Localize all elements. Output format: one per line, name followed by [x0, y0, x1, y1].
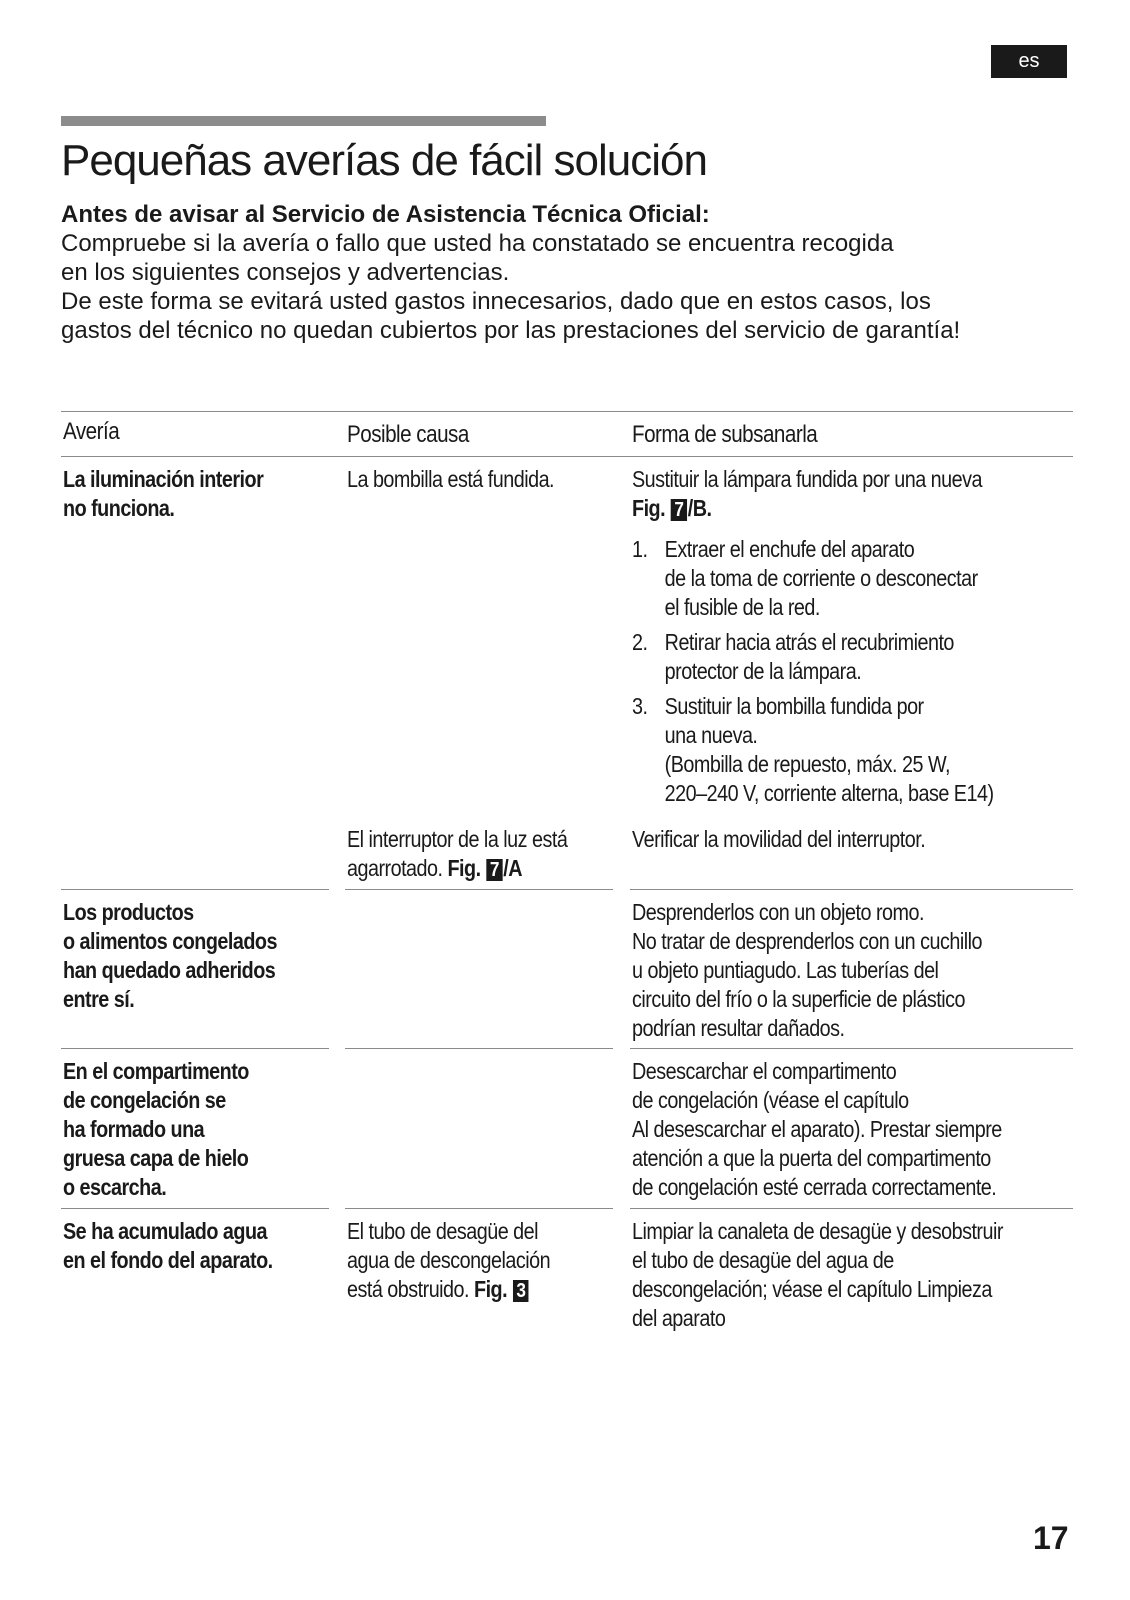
cause-text: está obstruido.: [347, 1276, 470, 1302]
remedy-line: de congelación esté cerrada correctamente.: [632, 1174, 997, 1200]
fault-cell: [63, 1217, 273, 1275]
steps-list: [632, 535, 994, 808]
remedy-cell: [632, 465, 982, 523]
remedy-line: Desprenderlos con un objeto romo.: [632, 899, 924, 925]
cause-line: El tubo de desagüe del: [347, 1218, 539, 1244]
remedy-line: Sustituir la lámpara fundida por una nueva: [632, 466, 982, 492]
intro-line: en los siguientes consejos y advertencias.: [61, 259, 510, 286]
fault-line: La iluminación interior: [63, 466, 264, 492]
step-line: Sustituir la bombilla fundida por: [664, 693, 924, 719]
step-line: Retirar hacia atrás el recubrimiento: [664, 629, 954, 655]
row-rule: [61, 1208, 329, 1209]
row-rule: [345, 1208, 613, 1209]
fault-cell: [63, 1057, 249, 1202]
row-rule: [630, 1208, 1073, 1209]
remedy-line: podrían resultar dañados.: [632, 1015, 845, 1041]
remedy-line: de congelación (véase el capítulo: [632, 1087, 909, 1113]
fault-line: Los productos: [63, 899, 194, 925]
cause-line: [347, 1275, 550, 1304]
fig-suffix: /A: [503, 855, 522, 881]
list-item: [632, 628, 994, 686]
intro-line: gastos del técnico no quedan cubiertos por las prestaciones del servicio de garantía!: [61, 317, 961, 344]
fault-line: han quedado adheridos: [63, 957, 276, 983]
remedy-line: Limpiar la canaleta de desagüe y desobstruir: [632, 1218, 1003, 1244]
intro-paragraph: [61, 200, 1071, 345]
step-line: Extraer el enchufe del aparato: [664, 536, 915, 562]
cause-cell: La bombilla está fundida.: [347, 466, 555, 492]
remedy-line: atención a que la puerta del compartimento: [632, 1145, 991, 1171]
fig-label: Fig.: [473, 1276, 508, 1302]
figure-number-badge: 3: [513, 1280, 529, 1302]
row-rule: [630, 1048, 1073, 1049]
remedy-line: u objeto puntiagudo. Las tuberías del: [632, 957, 939, 983]
row-rule: [345, 889, 613, 890]
remedy-cell: [632, 1217, 1003, 1333]
remedy-line: circuito del frío o la superficie de plástico: [632, 986, 965, 1012]
fault-line: en el fondo del aparato.: [63, 1247, 273, 1273]
language-badge: es: [991, 45, 1067, 78]
step-line: (Bombilla de repuesto, máx. 25 W,: [664, 751, 950, 777]
header-remedy: Forma de subsanarla: [632, 421, 818, 448]
fault-line: ha formado una: [63, 1116, 205, 1142]
list-item: [632, 535, 994, 622]
row-rule: [345, 1048, 613, 1049]
intro-heading: Antes de avisar al Servicio de Asistencia Técnica Oficial:: [61, 201, 710, 228]
cause-cell: [347, 825, 567, 883]
step-line: una nueva.: [664, 722, 758, 748]
fault-cell: [63, 898, 277, 1014]
table-top-rule: [61, 411, 1073, 412]
remedy-line: del aparato: [632, 1305, 726, 1331]
step-line: de la toma de corriente o desconectar: [664, 565, 978, 591]
figure-number-badge: 7: [671, 499, 687, 521]
page-title: Pequeñas averías de fácil solución: [61, 136, 707, 185]
remedy-cell: [632, 898, 982, 1043]
remedy-line: el tubo de desagüe del agua de: [632, 1247, 894, 1273]
cause-text: agarrotado.: [347, 855, 443, 881]
remedy-line: No tratar de desprenderlos con un cuchillo: [632, 928, 982, 954]
step-line: protector de la lámpara.: [664, 658, 862, 684]
list-number: 3.: [632, 693, 648, 719]
list-number: 1.: [632, 536, 648, 562]
title-rule: [61, 116, 546, 126]
cause-cell: [347, 1217, 550, 1304]
header-bottom-rule: [61, 456, 1073, 457]
remedy-cell: Verificar la movilidad del interruptor.: [632, 826, 926, 852]
fig-label: Fig.: [447, 855, 481, 881]
fig-label: Fig.: [632, 495, 666, 521]
figure-number-badge: 7: [486, 859, 502, 881]
step-line: el fusible de la red.: [664, 594, 820, 620]
fault-line: de congelación se: [63, 1087, 226, 1113]
list-number: 2.: [632, 629, 648, 655]
fig-suffix: /B.: [687, 495, 712, 521]
remedy-cell: [632, 1057, 1002, 1202]
figure-reference: [632, 494, 982, 523]
fault-line: o escarcha.: [63, 1174, 167, 1200]
remedy-line: descongelación; véase el capítulo Limpieza: [632, 1276, 992, 1302]
header-fault: Avería: [63, 418, 120, 445]
intro-line: Compruebe si la avería o fallo que usted ha constatado se encuentra recogida: [61, 230, 894, 257]
fault-line: Se ha acumulado agua: [63, 1218, 268, 1244]
remedy-line: Al desescarchar el aparato). Prestar siempre: [632, 1116, 1002, 1142]
remedy-line: Desescarchar el compartimento: [632, 1058, 897, 1084]
cause-line: agua de descongelación: [347, 1247, 551, 1273]
fault-line: entre sí.: [63, 986, 135, 1012]
cause-line: El interruptor de la luz está: [347, 826, 568, 852]
fault-line: gruesa capa de hielo: [63, 1145, 249, 1171]
row-rule: [630, 889, 1073, 890]
cause-line: [347, 854, 567, 883]
step-line: 220–240 V, corriente alterna, base E14): [664, 780, 994, 806]
header-cause: Posible causa: [347, 421, 469, 448]
fault-line: En el compartimento: [63, 1058, 249, 1084]
intro-line: De este forma se evitará usted gastos innecesarios, dado que en estos casos, los: [61, 288, 931, 315]
fault-line: no funciona.: [63, 495, 175, 521]
row-rule: [61, 889, 329, 890]
page-number: 17: [1033, 1520, 1069, 1556]
row-rule: [61, 1048, 329, 1049]
fault-cell: [63, 465, 263, 523]
fault-line: o alimentos congelados: [63, 928, 277, 954]
list-item: [632, 692, 994, 808]
